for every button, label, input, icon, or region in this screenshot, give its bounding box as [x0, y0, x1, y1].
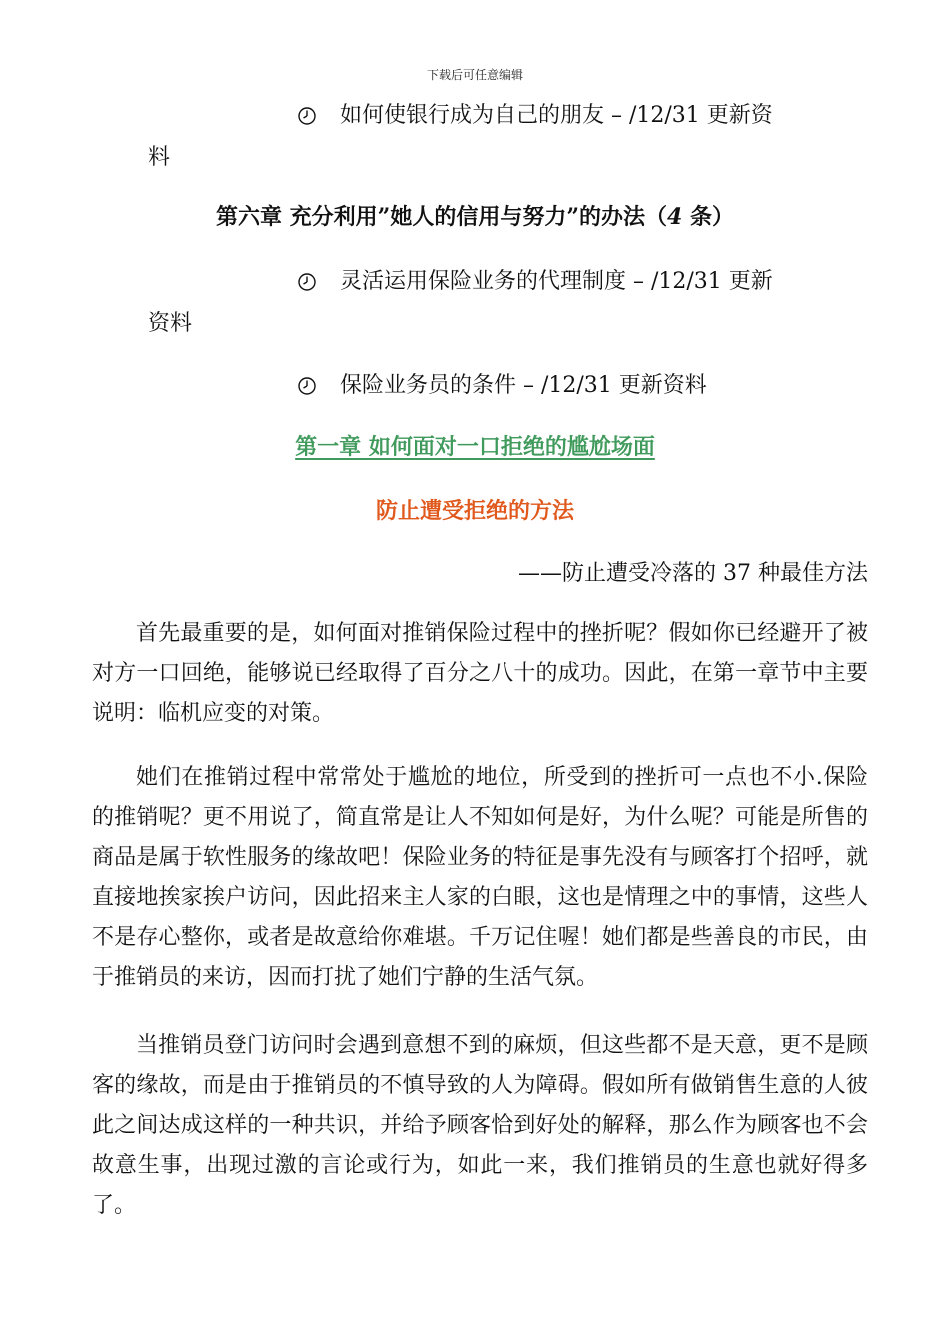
- chapter1-heading[interactable]: 第一章 如何面对一口拒绝的尴尬场面: [295, 434, 655, 460]
- page-header: 下载后可任意编辑: [426, 68, 523, 82]
- toc-item-continuation: 料: [148, 145, 171, 170]
- clock-icon: [296, 375, 318, 397]
- body-paragraph: 首先最重要的是，如何面对推销保险过程中的挫折呢？假如你已经避开了被对方一口回绝，能够说已经取得了百分之八十的成功。因此，在第一章节中主要说明：临机应变的对策。: [92, 621, 868, 726]
- toc-item-bank: [296, 98, 773, 129]
- chapter6-count: 4: [667, 204, 683, 230]
- clock-icon: [296, 271, 318, 293]
- section-tagline: ——防止遭受冷落的 37 种最佳方法: [518, 561, 868, 586]
- toc-item-agency: [296, 264, 773, 295]
- toc-item-text: 保险业务员的条件 – /12/31 更新资料: [340, 373, 707, 398]
- toc-item-conditions: [296, 368, 707, 399]
- clock-icon: [296, 105, 318, 127]
- chapter6-heading: [0, 200, 950, 231]
- chapter6-suffix: 条）: [682, 204, 734, 230]
- toc-item-text: 灵活运用保险业务的代理制度 – /12/31 更新: [340, 269, 773, 294]
- body-paragraph: 她们在推销过程中常常处于尴尬的地位，所受到的挫折可一点也不小.保险的推销呢？更不用说了，简直常是让人不知如何是好，为什么呢？可能是所售的商品是属于软性服务的缘故吧！保险业务的特征是事先没有与顾客打个招呼，就直接地挨家挨户访问，因此招来主人家的白眼，这也是情理之中的事情，这些人不是存心整你，或者是故意给你难堪。千万记住喔！她们都是些善良的市民，由于推销员的来访，因而打扰了她们宁静的生活气氛。: [92, 765, 868, 990]
- chapter6-title: 第六章 充分利用”她人的信用与努力”的办法（: [216, 204, 667, 230]
- toc-item-continuation: 资料: [148, 311, 193, 336]
- body-paragraph: 当推销员登门访问时会遇到意想不到的麻烦，但这些都不是天意，更不是顾客的缘故，而是由于推销员的不慎导致的人为障碍。假如所有做销售生意的人彼此之间达成这样的一种共识，并给予顾客恰到好处的解释，那么作为顾客也不会故意生事，出现过激的言论或行为，如此一来，我们推销员的生意也就好得多了。: [92, 1033, 868, 1218]
- toc-item-text: 如何使银行成为自己的朋友 – /12/31 更新资: [340, 103, 773, 128]
- section-subtitle: 防止遭受拒绝的方法: [375, 498, 574, 524]
